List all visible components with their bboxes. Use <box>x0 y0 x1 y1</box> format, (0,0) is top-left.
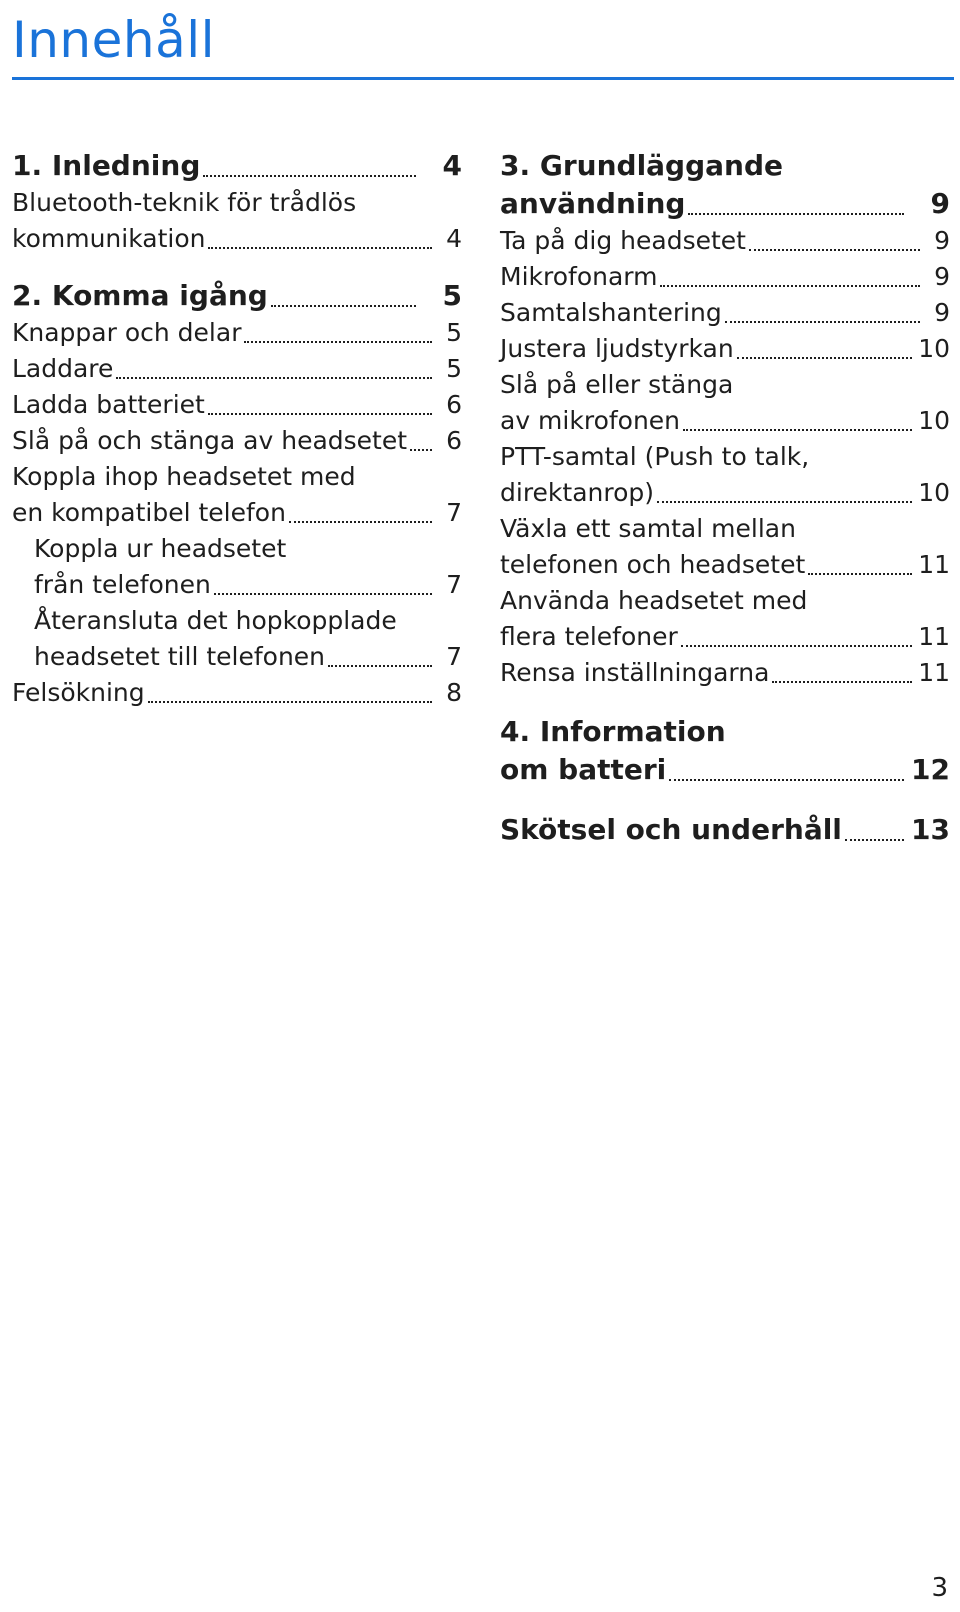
toc-page-number: 5 <box>446 354 462 383</box>
dot-leader <box>271 305 416 307</box>
toc-entry-line <box>12 185 462 221</box>
toc-page-number: 4 <box>446 224 462 253</box>
toc-page-number: 11 <box>918 622 950 651</box>
toc-entry-line <box>12 675 462 711</box>
toc-entry-line <box>500 185 950 223</box>
toc-entry-title: Koppla ihop headsetet med <box>12 462 356 491</box>
toc-entry-line <box>500 583 950 619</box>
toc-entry-line <box>12 459 462 495</box>
toc-page-number: 10 <box>918 334 950 363</box>
toc-entry-title: Ta på dig headsetet <box>500 226 746 255</box>
dot-leader <box>203 175 416 177</box>
toc-page-number: 9 <box>934 226 950 255</box>
dot-leader <box>148 701 432 703</box>
toc-entry-title: Slå på eller stänga <box>500 370 734 399</box>
dot-leader <box>669 779 904 781</box>
dot-leader <box>328 665 432 667</box>
toc-entry-title: Mikrofonarm <box>500 262 658 291</box>
dot-leader <box>657 501 912 503</box>
toc-page-number: 7 <box>446 642 462 671</box>
toc-entry-line <box>500 475 950 511</box>
dot-leader <box>116 377 432 379</box>
toc-entry[interactable] <box>12 351 462 387</box>
toc-entry-title: användning <box>500 187 686 220</box>
toc-entry-line <box>500 295 950 331</box>
toc-entry-title: Rensa inställningarna <box>500 658 770 687</box>
toc-entry-line <box>34 639 462 675</box>
toc-entry-title: Bluetooth-teknik för trådlös <box>12 188 357 217</box>
toc-entry-line <box>500 713 950 751</box>
toc-entry-title: Justera ljudstyrkan <box>500 334 734 363</box>
toc-entry-line <box>500 547 950 583</box>
dot-leader <box>725 321 920 323</box>
dot-leader <box>244 341 432 343</box>
toc-entry-line <box>34 531 462 567</box>
toc-left-column <box>12 147 462 711</box>
toc-entry[interactable] <box>500 439 950 511</box>
toc-entry[interactable] <box>12 315 462 351</box>
toc-entry-title: flera telefoner <box>500 622 678 651</box>
toc-entry-title: Knappar och delar <box>12 318 242 347</box>
toc-entry-title: headsetet till telefonen <box>34 642 326 671</box>
toc-entry[interactable] <box>500 655 950 691</box>
page-number: 3 <box>931 1573 948 1603</box>
toc-entry-line <box>500 655 950 691</box>
toc-entry-title: en kompatibel telefon <box>12 498 286 527</box>
toc-entry-title: direktanrop) <box>500 478 655 507</box>
toc-entry-title: 4. Information <box>500 715 726 748</box>
dot-leader <box>737 357 913 359</box>
toc-page-number: 6 <box>446 426 462 455</box>
dot-leader <box>772 681 912 683</box>
toc-entry-title: Slå på och stänga av headsetet <box>12 426 408 455</box>
toc-entry-title: Skötsel och underhåll <box>500 813 842 846</box>
toc-page-number: 11 <box>918 658 950 687</box>
toc-entry-line <box>12 277 462 315</box>
toc-entry[interactable] <box>12 531 462 603</box>
toc-entry-line <box>12 495 462 531</box>
toc-entry-line <box>500 223 950 259</box>
dot-leader <box>749 249 920 251</box>
toc-entry-line <box>500 403 950 439</box>
toc-entry-title: Använda headsetet med <box>500 586 808 615</box>
toc-entry[interactable] <box>500 511 950 583</box>
toc-entry-line <box>12 221 462 257</box>
dot-leader <box>845 839 904 841</box>
dot-leader <box>214 593 432 595</box>
toc-entry-line <box>34 603 462 639</box>
toc-entry-line <box>500 331 950 367</box>
toc-entry-title: kommunikation <box>12 224 206 253</box>
toc-entry-title: Samtalshantering <box>500 298 722 327</box>
toc-entry[interactable] <box>12 675 462 711</box>
toc-entry-line <box>34 567 462 603</box>
title-rule <box>12 77 954 80</box>
toc-entry-line <box>500 367 950 403</box>
dot-leader <box>681 645 912 647</box>
toc-entry-line <box>500 811 950 849</box>
toc-page-number: 9 <box>934 298 950 327</box>
toc-entry-title: 2. Komma igång <box>12 279 268 312</box>
toc-chapter[interactable] <box>12 277 462 315</box>
toc-entry[interactable] <box>500 367 950 439</box>
toc-entry-title: PTT-samtal (Push to talk, <box>500 442 810 471</box>
toc-entry[interactable] <box>500 223 950 259</box>
toc-entry[interactable] <box>12 387 462 423</box>
toc-entry-line <box>500 439 950 475</box>
toc-entry-line <box>12 423 462 459</box>
toc-page-number: 10 <box>918 478 950 507</box>
toc-right-column <box>500 147 950 849</box>
toc-page-number: 7 <box>446 498 462 527</box>
toc-entry-title: Återansluta det hopkopplade <box>34 606 397 635</box>
toc-entry[interactable] <box>12 459 462 531</box>
toc-entry-title: Växla ett samtal mellan <box>500 514 796 543</box>
toc-page-number: 9 <box>930 187 950 220</box>
toc-chapter[interactable] <box>500 713 950 789</box>
toc-entry-line <box>500 751 950 789</box>
toc-entry[interactable] <box>500 331 950 367</box>
toc-entry-title: 3. Grundläggande <box>500 149 784 182</box>
dot-leader <box>289 521 432 523</box>
toc-entry-line <box>12 387 462 423</box>
page-title: Innehåll <box>12 11 215 69</box>
toc-entry[interactable] <box>500 295 950 331</box>
dot-leader <box>410 449 432 451</box>
dot-leader <box>808 573 912 575</box>
toc-page-number: 13 <box>911 813 950 846</box>
dot-leader <box>660 285 920 287</box>
toc-entry-title: Ladda batteriet <box>12 390 205 419</box>
toc-entry-title: om batteri <box>500 753 667 786</box>
toc-page-number: 11 <box>918 550 950 579</box>
toc-page-number: 9 <box>934 262 950 291</box>
toc-entry-title: från telefonen <box>34 570 211 599</box>
toc-entry-line <box>500 147 950 185</box>
toc-page-number: 10 <box>918 406 950 435</box>
toc-entry-line <box>12 147 462 185</box>
toc-chapter[interactable] <box>500 811 950 849</box>
toc-entry-title: telefonen och headsetet <box>500 550 806 579</box>
toc-entry-title: Koppla ur headsetet <box>34 534 287 563</box>
toc-entry[interactable] <box>500 583 950 655</box>
toc-entry[interactable] <box>500 259 950 295</box>
toc-entry-title: Laddare <box>12 354 114 383</box>
toc-page-number: 5 <box>446 318 462 347</box>
toc-entry-title: Felsökning <box>12 678 145 707</box>
toc-entry-line <box>12 315 462 351</box>
toc-page-number: 7 <box>446 570 462 599</box>
toc-entry-line <box>500 259 950 295</box>
toc-page-number: 5 <box>442 279 462 312</box>
toc-entry-line <box>12 351 462 387</box>
dot-leader <box>208 247 432 249</box>
toc-chapter[interactable] <box>12 147 462 185</box>
toc-page-number: 8 <box>446 678 462 707</box>
dot-leader <box>688 213 904 215</box>
toc-page-number: 6 <box>446 390 462 419</box>
toc-entry-title: av mikrofonen <box>500 406 681 435</box>
dot-leader <box>208 413 432 415</box>
toc-entry[interactable] <box>12 423 462 459</box>
toc-entry-line <box>500 619 950 655</box>
toc-entry-title: 1. Inledning <box>12 149 201 182</box>
dot-leader <box>683 429 912 431</box>
toc-chapter[interactable] <box>500 147 950 223</box>
toc-entry-line <box>500 511 950 547</box>
toc-page-number: 12 <box>911 753 950 786</box>
toc-page-number: 4 <box>442 149 462 182</box>
toc-entry[interactable] <box>12 603 462 675</box>
toc-entry[interactable] <box>12 185 462 257</box>
